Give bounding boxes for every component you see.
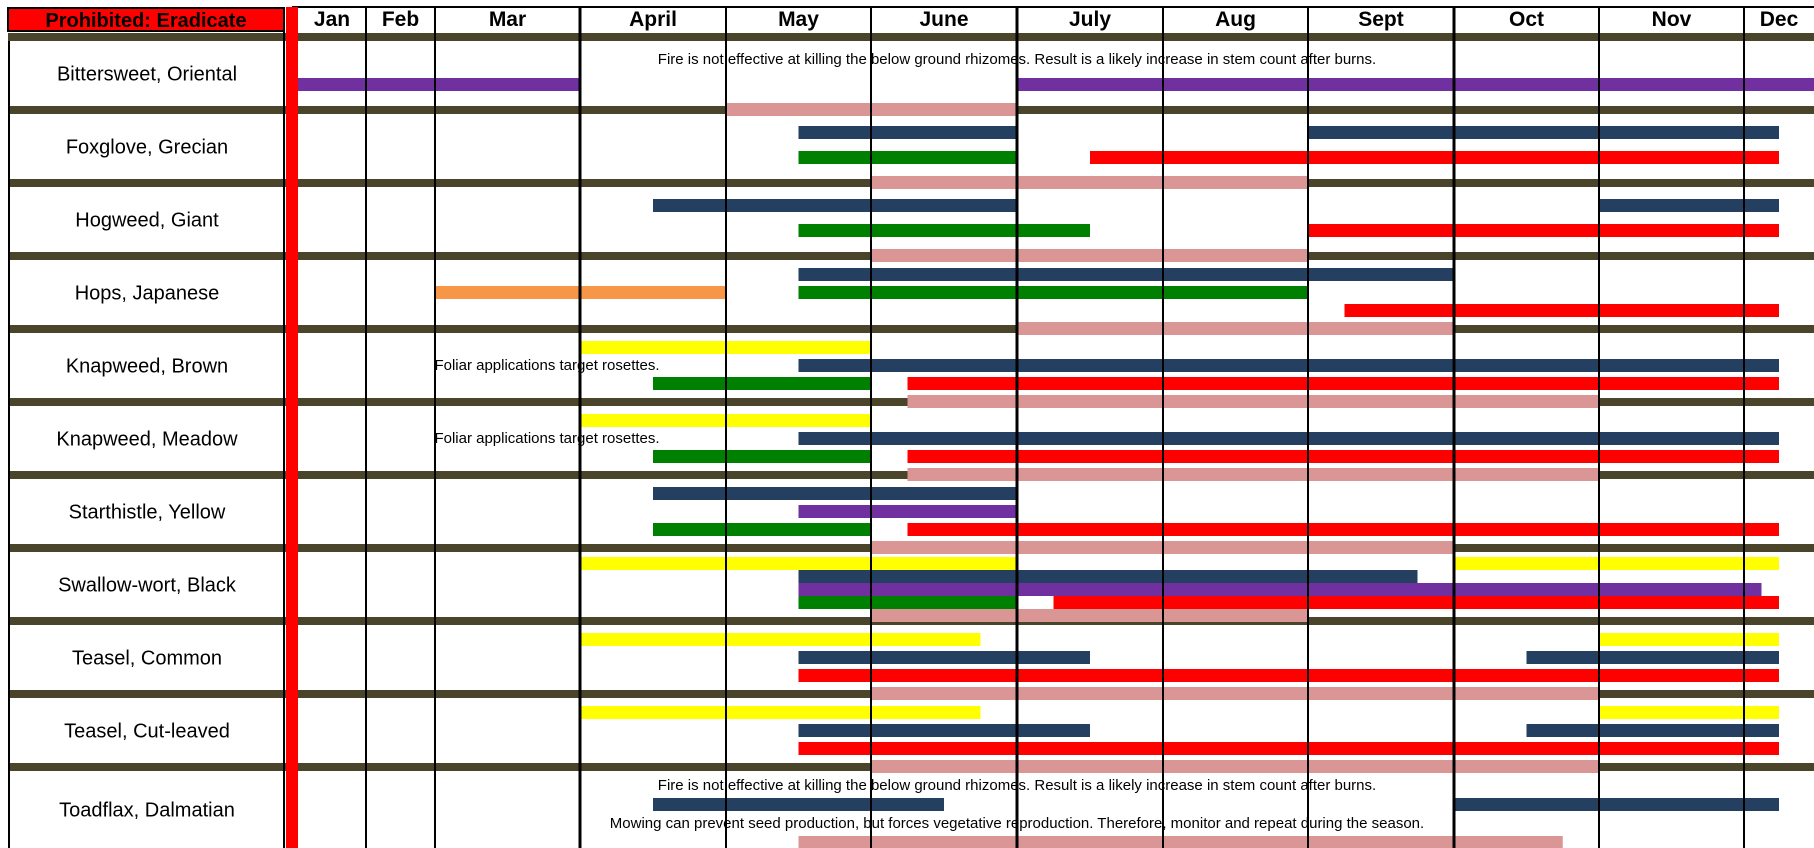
bar-navy [799, 724, 1091, 737]
row-label: Toadflax, Dalmatian [59, 799, 235, 822]
row-label: Swallow-wort, Black [58, 574, 236, 597]
red-divider-bar [286, 7, 298, 848]
bar-red [799, 742, 1780, 755]
row-note: Mowing can prevent seed production, but forces vegetative reproduction. Therefore, monitor and repeat during the season. [609, 815, 1425, 832]
row-label: Foxglove, Grecian [65, 136, 229, 159]
bar-navy [799, 268, 1455, 281]
bar-green [653, 523, 871, 536]
bar-navy [1599, 199, 1779, 212]
bar-navy [799, 651, 1091, 664]
bar-navy [799, 359, 1780, 372]
bar-pink [799, 836, 1563, 848]
month-label-mar: Mar [488, 8, 527, 31]
month-label-nov: Nov [1651, 8, 1692, 31]
chart-title: Prohibited: Eradicate [45, 10, 247, 32]
bar-pink [871, 760, 1599, 773]
bar-red [1090, 151, 1779, 164]
bar-green [653, 450, 871, 463]
month-label-dec: Dec [1759, 8, 1799, 31]
row-note: Fire is not effective at killing the below ground rhizomes. Result is a likely increase in stem count after burns. [657, 777, 1377, 794]
month-label-may: May [778, 8, 819, 31]
bar-red [908, 377, 1780, 390]
row-note: Foliar applications target rosettes. [434, 430, 660, 447]
row-label: Hogweed, Giant [75, 209, 219, 232]
bar-red [908, 523, 1780, 536]
bar-pink [1017, 322, 1454, 335]
row-note: Fire is not effective at killing the below ground rhizomes. Result is a likely increase in stem count after burns. [657, 51, 1377, 68]
bar-red [1308, 224, 1779, 237]
bar-purple [799, 505, 1018, 518]
bar-red [799, 669, 1780, 682]
month-label-oct: Oct [1508, 8, 1545, 31]
bar-navy [1308, 126, 1779, 139]
bar-pink [871, 687, 1599, 700]
bar-yellow [1599, 706, 1779, 719]
header-separator [8, 33, 1814, 41]
bar-navy [1527, 724, 1780, 737]
bar-purple [298, 78, 580, 91]
bar-pink [871, 176, 1308, 189]
row-label: Teasel, Common [71, 647, 223, 670]
bar-red [908, 450, 1780, 463]
row-label: Starthistle, Yellow [68, 501, 226, 524]
row-label: Knapweed, Brown [65, 355, 229, 378]
bar-pink [908, 468, 1600, 481]
bar-green [799, 286, 1309, 299]
bar-navy [1527, 651, 1780, 664]
row-label: Knapweed, Meadow [56, 428, 238, 451]
bar-yellow [1454, 557, 1779, 570]
bar-green [653, 377, 871, 390]
row-label: Bittersweet, Oriental [56, 63, 238, 86]
row-separator [8, 325, 1814, 333]
bar-navy [653, 487, 1017, 500]
bar-yellow [580, 633, 981, 646]
month-label-aug: Aug [1215, 8, 1256, 31]
row-note: Foliar applications target rosettes. [434, 357, 660, 374]
bar-yellow [1599, 633, 1779, 646]
bar-pink [871, 249, 1308, 262]
bar-navy [799, 432, 1780, 445]
month-label-july: July [1068, 8, 1112, 31]
bar-yellow [580, 706, 981, 719]
month-label-april: April [629, 8, 677, 31]
bar-red [1345, 304, 1780, 317]
bar-navy [799, 126, 1018, 139]
month-label-sept: Sept [1358, 8, 1404, 31]
bar-pink [908, 395, 1600, 408]
row-label: Hops, Japanese [74, 282, 220, 305]
bar-navy [1454, 798, 1779, 811]
bar-navy [653, 199, 1017, 212]
bar-pink [871, 609, 1308, 622]
row-label: Teasel, Cut-leaved [64, 720, 230, 743]
bar-navy [799, 570, 1418, 583]
month-label-jan: Jan [313, 8, 351, 31]
bar-purple [1017, 78, 1814, 91]
bar-green [799, 596, 1018, 609]
bar-green [799, 224, 1091, 237]
bar-green [799, 151, 1018, 164]
bar-yellow [580, 557, 1017, 570]
bar-navy [653, 798, 944, 811]
month-label-june: June [919, 8, 969, 31]
month-label-feb: Feb [381, 8, 420, 31]
bar-purple [799, 583, 1762, 596]
